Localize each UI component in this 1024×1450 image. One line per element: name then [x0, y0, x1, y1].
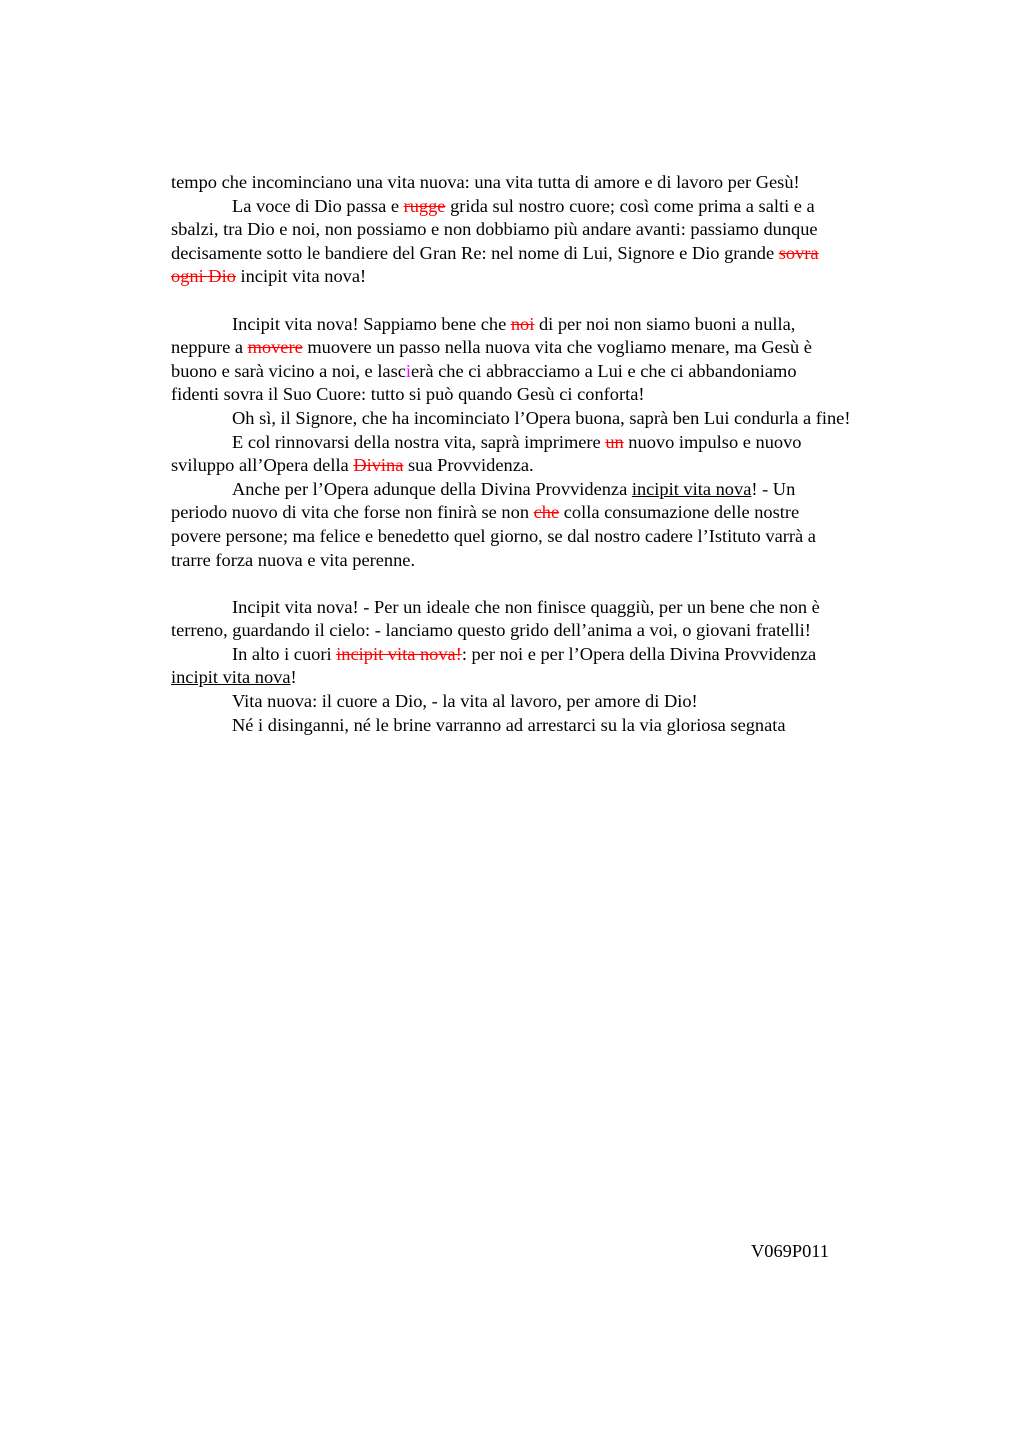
- text-segment: Vita nuova: il cuore a Dio, - la vita al lavoro, per amore di Dio!: [232, 691, 698, 712]
- text-line: [171, 242, 931, 266]
- text-segment: Incipit vita nova! Sappiamo bene che: [232, 313, 511, 334]
- text-segment: povere persone; ma felice e benedetto quel giorno, se dal nostro cadere l’Istituto varrà a: [171, 525, 816, 546]
- deleted-text: movere: [247, 337, 303, 358]
- text-line: [171, 171, 931, 195]
- text-segment: trarre forza nuova e vita perenne.: [171, 549, 416, 570]
- text-segment: Oh sì, il Signore, che ha incominciato l’Opera buona, saprà ben Lui condurla a fine!: [232, 407, 851, 428]
- text-line: [171, 383, 931, 407]
- text-line: [171, 549, 931, 573]
- blank-line: [171, 572, 931, 596]
- text-segment: Né i disinganni, né le brine varranno ad arrestarci su la via gloriosa segnata: [232, 714, 786, 735]
- text-segment: tempo che incominciano una vita nuova: una vita tutta di amore e di lavoro per Gesù!: [171, 172, 800, 192]
- text-segment: decisamente sotto le bandiere del Gran Re: nel nome di Lui, Signore e Dio grande: [171, 242, 779, 263]
- text-segment: colla consumazione delle nostre: [559, 502, 800, 523]
- page-reference: V069P011: [751, 1241, 829, 1261]
- text-line: [171, 525, 931, 549]
- text-segment: buono e sarà vicino a noi, e lasc: [171, 360, 406, 381]
- text-line: [171, 643, 931, 667]
- text-segment: incipit vita nova!: [235, 266, 367, 287]
- deleted-text: un: [605, 431, 624, 452]
- text-line: [171, 501, 931, 525]
- text-line: [171, 195, 931, 219]
- text-segment: In alto i cuori: [232, 643, 337, 664]
- text-segment: !: [290, 667, 297, 688]
- deleted-text: rugge: [403, 195, 446, 216]
- text-segment: sviluppo all’Opera della: [171, 455, 354, 476]
- text-line: [171, 596, 931, 620]
- text-segment: sbalzi, tra Dio e noi, non possiamo e non dobbiamo più andare avanti: passiamo dunque: [171, 219, 818, 240]
- text-segment: nuovo impulso e nuovo: [623, 431, 802, 452]
- text-segment: Incipit vita nova! - Per un ideale che non finisce quaggiù, per un bene che non è: [232, 596, 820, 617]
- text-line: [171, 218, 931, 242]
- text-line: [171, 431, 931, 455]
- inserted-text: i: [405, 360, 412, 381]
- blank-line: [171, 289, 931, 313]
- deleted-text: incipit vita nova!: [336, 643, 462, 664]
- text-segment: terreno, guardando il cielo: - lanciamo questo grido dell’anima a voi, o giovani fratelli!: [171, 620, 811, 641]
- text-segment: La voce di Dio passa e: [232, 195, 404, 216]
- text-segment: grida sul nostro cuore; così come prima a salti e a: [445, 195, 815, 216]
- text-segment: erà che ci abbracciamo a Lui e che ci abbandoniamo: [411, 360, 797, 381]
- text-line: [171, 714, 931, 738]
- deleted-text: che: [533, 502, 560, 523]
- deleted-text: ogni Dio: [171, 266, 236, 287]
- text-segment: fidenti sovra il Suo Cuore: tutto si può quando Gesù ci conforta!: [171, 384, 645, 405]
- underlined-text: incipit vita nova: [631, 478, 752, 499]
- text-segment: neppure a: [171, 337, 248, 358]
- text-line: [171, 265, 931, 289]
- text-line: [171, 313, 931, 337]
- text-segment: sua Provvidenza.: [403, 455, 534, 476]
- text-segment: : per noi e per l’Opera della Divina Provvidenza: [461, 643, 817, 664]
- underlined-text: incipit vita nova: [171, 667, 291, 688]
- text-line: [171, 407, 931, 431]
- text-line: [171, 666, 931, 690]
- text-line: [171, 619, 931, 643]
- text-segment: muovere un passo nella nuova vita che vogliamo menare, ma Gesù è: [302, 337, 812, 358]
- deleted-text: Divina: [353, 455, 404, 476]
- text-line: [171, 360, 931, 384]
- text-segment: ! - Un: [751, 478, 796, 499]
- text-line: [171, 690, 931, 714]
- deleted-text: noi: [510, 313, 535, 334]
- text-line: [171, 478, 931, 502]
- text-line: [171, 336, 931, 360]
- text-segment: di per noi non siamo buoni a nulla,: [534, 313, 796, 334]
- text-segment: periodo nuovo di vita che forse non finirà se non: [171, 502, 534, 523]
- text-line: [171, 454, 931, 478]
- text-segment: Anche per l’Opera adunque della Divina Provvidenza: [232, 478, 632, 499]
- deleted-text: sovra: [778, 242, 819, 263]
- text-segment: E col rinnovarsi della nostra vita, saprà imprimere: [232, 431, 606, 452]
- document-body: [171, 171, 931, 737]
